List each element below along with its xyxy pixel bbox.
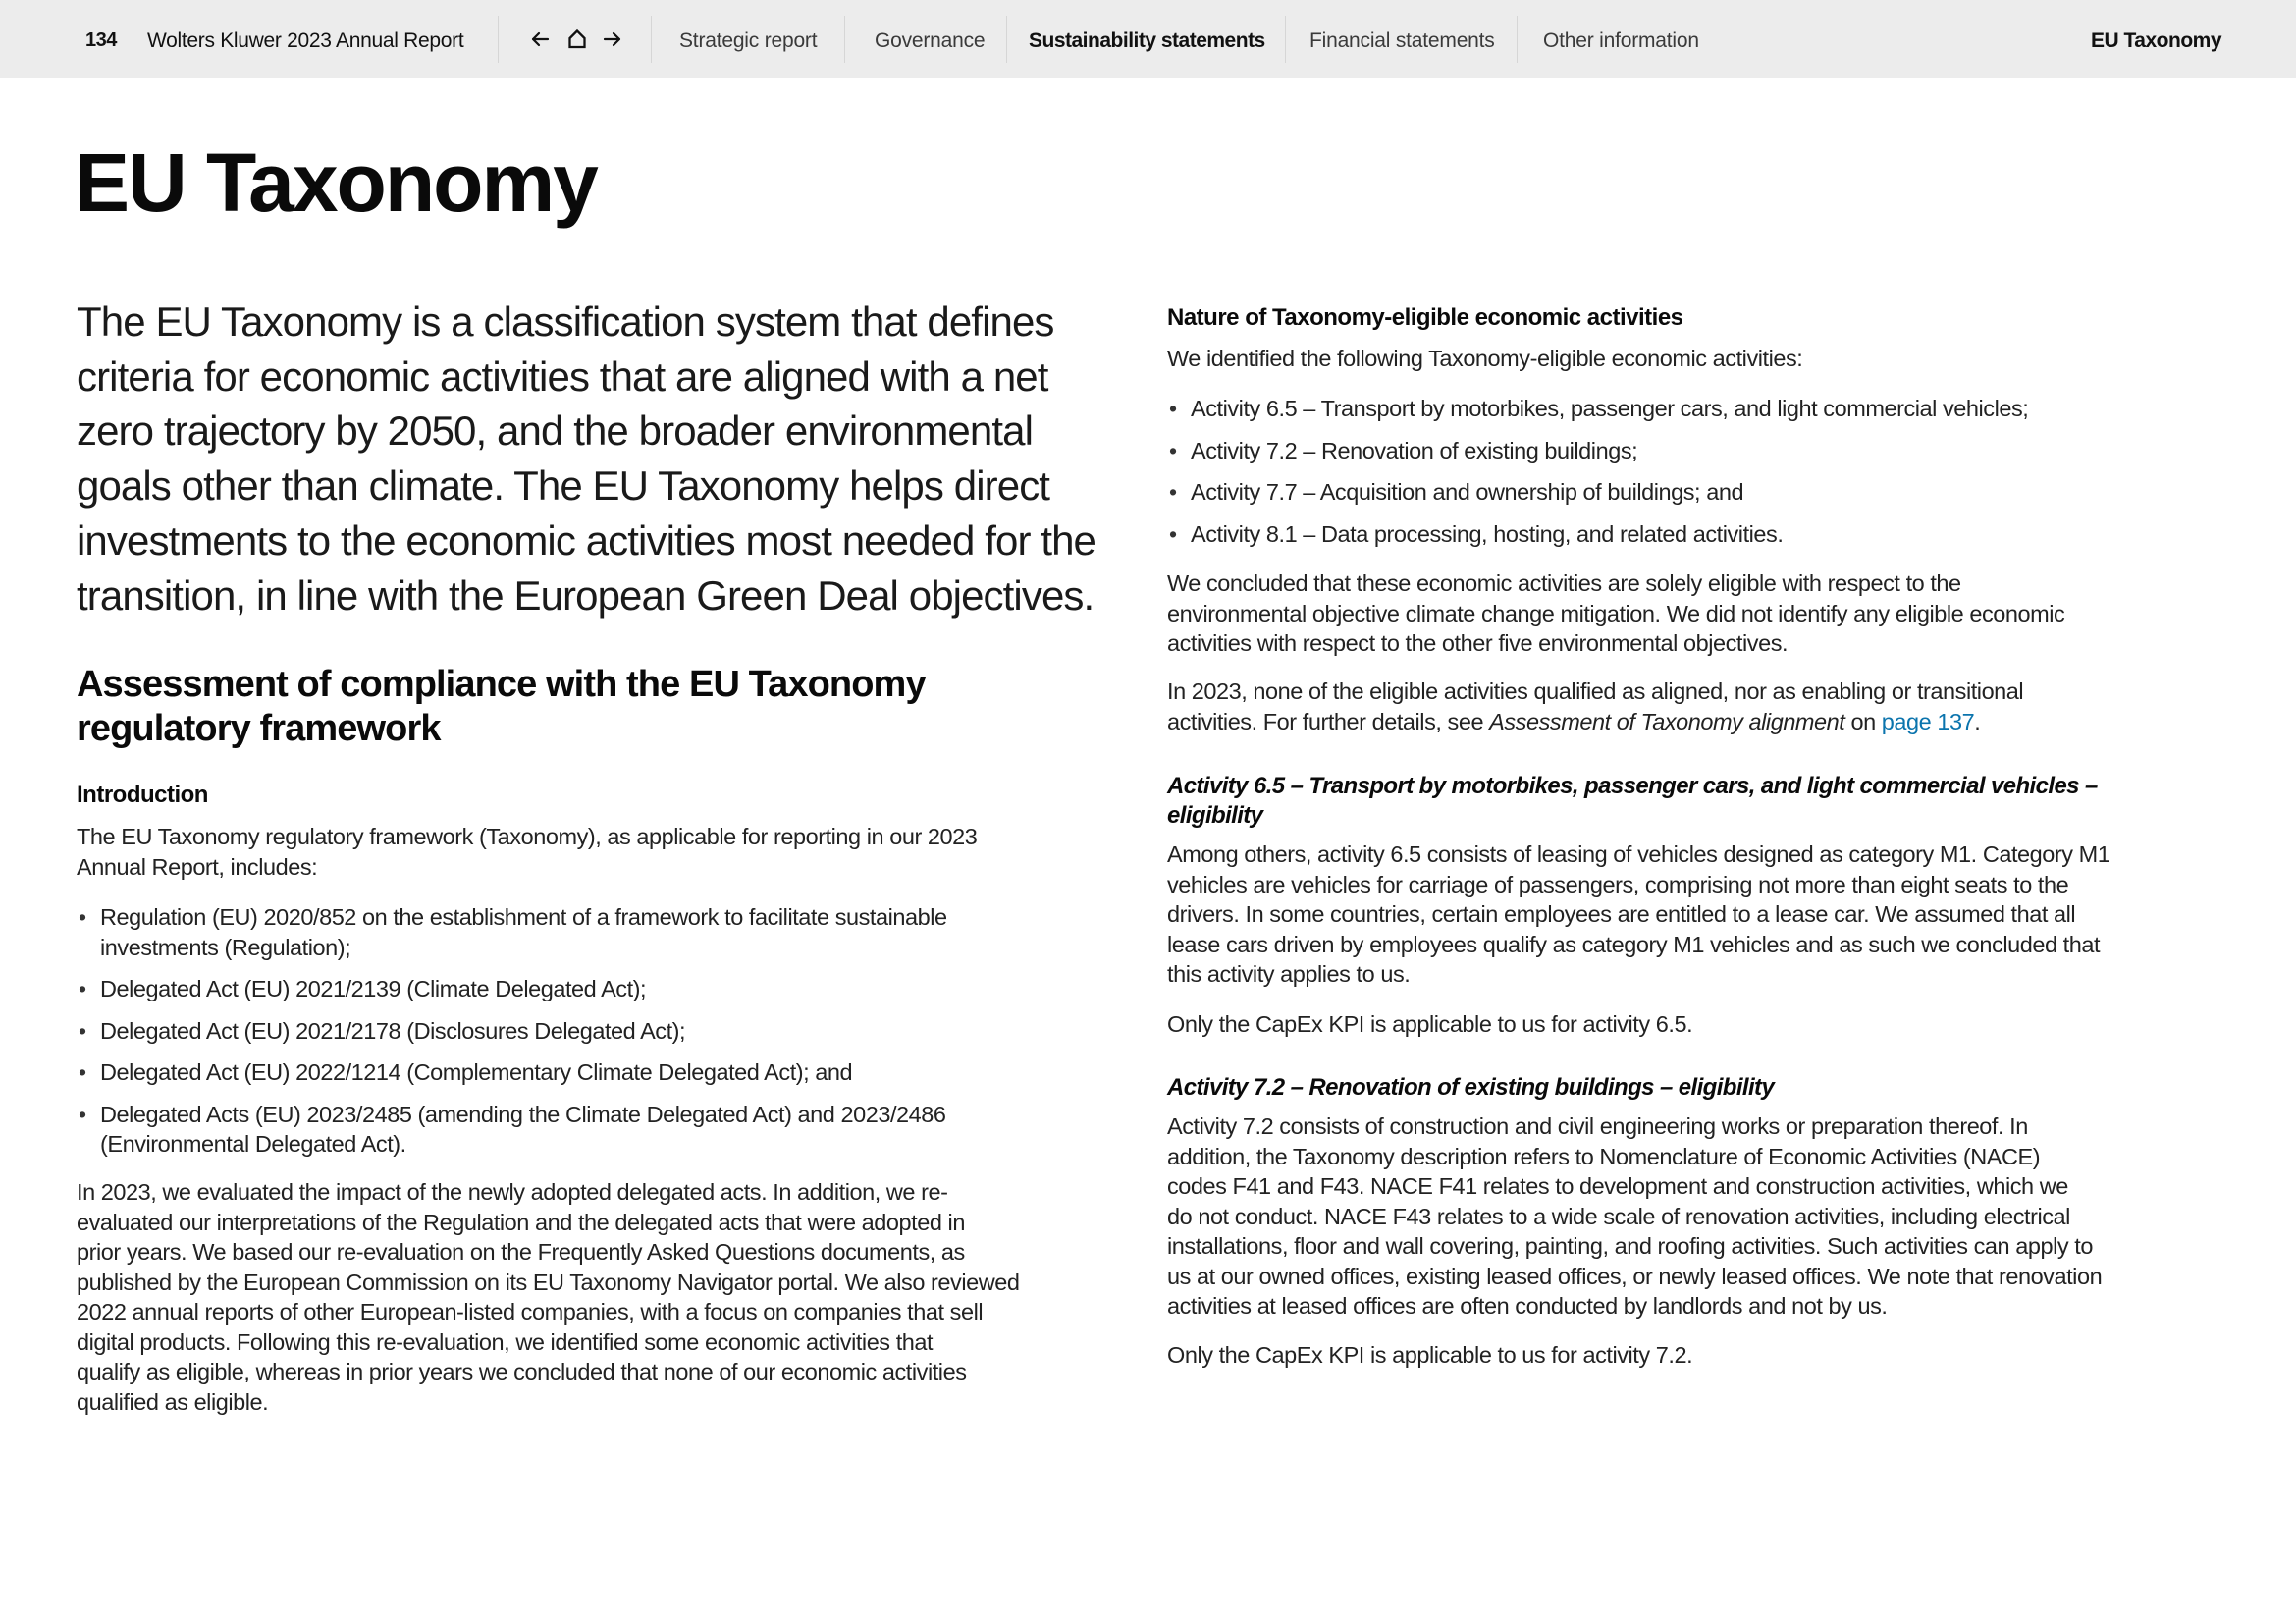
text-line: codes F41 and F43. NACE F41 relates to development and construction activities, which we bbox=[1167, 1173, 2068, 1199]
list-item bbox=[1167, 477, 2028, 508]
divider bbox=[1285, 16, 1286, 63]
bullet-icon: • bbox=[1169, 520, 1178, 547]
nav-financial-statements[interactable]: Financial statements bbox=[1309, 29, 1495, 52]
text-line: Activity 8.1 – Data processing, hosting, and related activities. bbox=[1191, 520, 1784, 547]
lead-line: The EU Taxonomy is a classification system that defines bbox=[77, 298, 1054, 345]
text-line: Regulation (EU) 2020/852 on the establishment of a framework to facilitate sustainable bbox=[100, 904, 947, 930]
divider bbox=[1517, 16, 1518, 63]
text-line: 2022 annual reports of other European-listed companies, with a focus on companies that sell bbox=[77, 1299, 984, 1325]
text-line: vehicles are vehicles for carriage of passengers, comprising not more than eight seats to the bbox=[1167, 871, 2069, 897]
text-line: us at our owned offices, existing leased offices, or newly leased offices. We note that renovation bbox=[1167, 1263, 2103, 1289]
arrow-right-icon[interactable] bbox=[601, 27, 624, 51]
text-line: Delegated Act (EU) 2022/1214 (Complementary Climate Delegated Act); and bbox=[100, 1059, 853, 1085]
text-line: Activity 7.7 – Acquisition and ownership of buildings; and bbox=[1191, 479, 1744, 505]
report-title-link[interactable]: Wolters Kluwer 2023 Annual Report bbox=[147, 29, 464, 52]
regulation-list bbox=[77, 902, 947, 1160]
text-line: do not conduct. NACE F43 relates to a wide scale of renovation activities, including electrical bbox=[1167, 1203, 2070, 1229]
lead-line: transition, in line with the European Green Deal objectives. bbox=[77, 571, 1095, 619]
list-item bbox=[77, 1016, 947, 1047]
text-line: lease cars driven by employees qualify as category M1 vehicles and as such we concluded that bbox=[1167, 931, 2101, 957]
text-line: In 2023, none of the eligible activities qualified as aligned, nor as enabling or transitional bbox=[1167, 678, 2024, 704]
bullet-icon: • bbox=[79, 1101, 87, 1127]
text-line: Delegated Act (EU) 2021/2139 (Climate Delegated Act); bbox=[100, 976, 647, 1001]
page-title: EU Taxonomy bbox=[75, 136, 597, 229]
text-fragment: . bbox=[1974, 708, 1981, 734]
text-line: prior years. We based our re-evaluation on the Frequently Asked Questions documents, as bbox=[77, 1239, 965, 1265]
text-line: We identified the following Taxonomy-eligible economic activities: bbox=[1167, 346, 1803, 371]
activity-6-5-kpi-note bbox=[1167, 1009, 1692, 1040]
lead-paragraph bbox=[77, 295, 1166, 623]
divider bbox=[1006, 16, 1007, 63]
activity-7-2-heading: Activity 7.2 – Renovation of existing buildings – eligibility bbox=[1167, 1074, 1775, 1101]
subheading-nature-of-activities: Nature of Taxonomy-eligible economic activities bbox=[1167, 304, 1683, 331]
page-137-link[interactable]: page 137 bbox=[1881, 708, 1975, 734]
bullet-icon: • bbox=[79, 1017, 87, 1044]
lead-line: criteria for economic activities that are aligned with a net bbox=[77, 352, 1048, 400]
current-section-label: EU Taxonomy bbox=[2091, 29, 2221, 52]
text-line bbox=[1167, 707, 2023, 737]
list-item bbox=[1167, 519, 2028, 550]
nav-other-information[interactable]: Other information bbox=[1543, 29, 1699, 52]
top-navigation-bar bbox=[0, 0, 2296, 78]
text-line: environmental objective climate change mitigation. We did not identify any eligible economic bbox=[1167, 600, 2065, 626]
text-line: investments (Regulation); bbox=[100, 934, 351, 960]
activity-7-2-body bbox=[1167, 1111, 2102, 1322]
bullet-icon: • bbox=[1169, 479, 1178, 505]
heading-line: Assessment of compliance with the EU Taxonomy bbox=[77, 664, 926, 705]
text-line: Among others, activity 6.5 consists of leasing of vehicles designed as category M1. Category M1 bbox=[1167, 841, 2110, 867]
nav-strategic-report[interactable]: Strategic report bbox=[679, 29, 818, 52]
evaluation-paragraph bbox=[77, 1177, 1020, 1417]
text-line: qualified as eligible. bbox=[77, 1388, 269, 1415]
nature-intro bbox=[1167, 344, 1802, 374]
text-line: The EU Taxonomy regulatory framework (Taxonomy), as applicable for reporting in our 2023 bbox=[77, 824, 978, 849]
text-line: published by the European Commission on its EU Taxonomy Navigator portal. We also reviewed bbox=[77, 1269, 1020, 1295]
activities-list bbox=[1167, 394, 2028, 549]
alignment-paragraph bbox=[1167, 677, 2023, 736]
introduction-paragraph bbox=[77, 822, 977, 882]
text-line: qualify as eligible, whereas in prior years we concluded that none of our economic activities bbox=[77, 1359, 967, 1384]
divider bbox=[844, 16, 845, 63]
nav-governance[interactable]: Governance bbox=[875, 29, 986, 52]
heading-line: eligibility bbox=[1167, 802, 1263, 829]
text-line: Only the CapEx KPI is applicable to us for activity 6.5. bbox=[1167, 1011, 1693, 1037]
nav-sustainability-statements[interactable]: Sustainability statements bbox=[1029, 29, 1265, 52]
heading-line: regulatory framework bbox=[77, 708, 441, 749]
text-line: Annual Report, includes: bbox=[77, 853, 318, 880]
list-item bbox=[77, 1057, 947, 1088]
text-line: (Environmental Delegated Act). bbox=[100, 1131, 406, 1157]
home-icon[interactable] bbox=[565, 27, 589, 51]
text-line: digital products. Following this re-evaluation, we identified some economic activities that bbox=[77, 1328, 934, 1355]
activity-7-2-kpi-note bbox=[1167, 1340, 1692, 1371]
conclusion-paragraph bbox=[1167, 568, 2064, 659]
page-number: 134 bbox=[85, 29, 117, 51]
bullet-icon: • bbox=[79, 904, 87, 930]
text-line: installations, floor and wall covering, painting, and roofing activities. Such activities can apply to bbox=[1167, 1233, 2093, 1259]
bullet-icon: • bbox=[1169, 437, 1178, 463]
text-line: We concluded that these economic activities are solely eligible with respect to the bbox=[1167, 570, 1961, 596]
section-heading-assessment bbox=[77, 663, 926, 751]
text-fragment: on bbox=[1844, 708, 1882, 734]
text-line: Only the CapEx KPI is applicable to us for activity 7.2. bbox=[1167, 1342, 1693, 1368]
bullet-icon: • bbox=[1169, 396, 1178, 421]
list-item bbox=[77, 974, 947, 1004]
text-line: Delegated Acts (EU) 2023/2485 (amending the Climate Delegated Act) and 2023/2486 bbox=[100, 1101, 946, 1127]
text-line: activities with respect to the other five environmental objectives. bbox=[1167, 630, 1789, 656]
lead-line: investments to the economic activities most needed for the bbox=[77, 516, 1096, 564]
lead-line: goals other than climate. The EU Taxonomy helps direct bbox=[77, 462, 1050, 510]
activity-6-5-heading bbox=[1167, 772, 2098, 831]
text-line: Delegated Act (EU) 2021/2178 (Disclosures Delegated Act); bbox=[100, 1017, 686, 1044]
text-line: Activity 7.2 – Renovation of existing buildings; bbox=[1191, 437, 1638, 463]
activity-6-5-body bbox=[1167, 839, 2109, 990]
section-reference: Assessment of Taxonomy alignment bbox=[1489, 708, 1845, 734]
list-item bbox=[77, 1100, 947, 1160]
heading-line: Activity 6.5 – Transport by motorbikes, passenger cars, and light commercial vehicles – bbox=[1167, 773, 2098, 799]
text-line: evaluated our interpretations of the Regulation and the delegated acts that were adopted in bbox=[77, 1209, 965, 1235]
list-item bbox=[1167, 436, 2028, 466]
arrow-left-icon[interactable] bbox=[528, 27, 552, 51]
text-line: drivers. In some countries, certain employees are entitled to a lease car. We assumed that all bbox=[1167, 901, 2076, 927]
list-item bbox=[1167, 394, 2028, 424]
text-line: In 2023, we evaluated the impact of the newly adopted delegated acts. In addition, we re- bbox=[77, 1179, 948, 1205]
lead-line: zero trajectory by 2050, and the broader environmental bbox=[77, 407, 1034, 455]
text-fragment: activities. For further details, see bbox=[1167, 708, 1490, 734]
divider bbox=[651, 16, 652, 63]
bullet-icon: • bbox=[79, 976, 87, 1001]
bullet-icon: • bbox=[79, 1059, 87, 1085]
subheading-introduction: Introduction bbox=[77, 782, 208, 808]
divider bbox=[498, 16, 499, 63]
text-line: Activity 6.5 – Transport by motorbikes, passenger cars, and light commercial vehicles; bbox=[1191, 396, 2029, 421]
text-line: this activity applies to us. bbox=[1167, 961, 1411, 987]
text-line: activities at leased offices are often conducted by landlords and not by us. bbox=[1167, 1293, 1888, 1319]
text-line: addition, the Taxonomy description refers to Nomenclature of Economic Activities (NACE) bbox=[1167, 1143, 2041, 1169]
text-line: Activity 7.2 consists of construction and civil engineering works or preparation thereof. In bbox=[1167, 1113, 2028, 1139]
list-item bbox=[77, 902, 947, 962]
